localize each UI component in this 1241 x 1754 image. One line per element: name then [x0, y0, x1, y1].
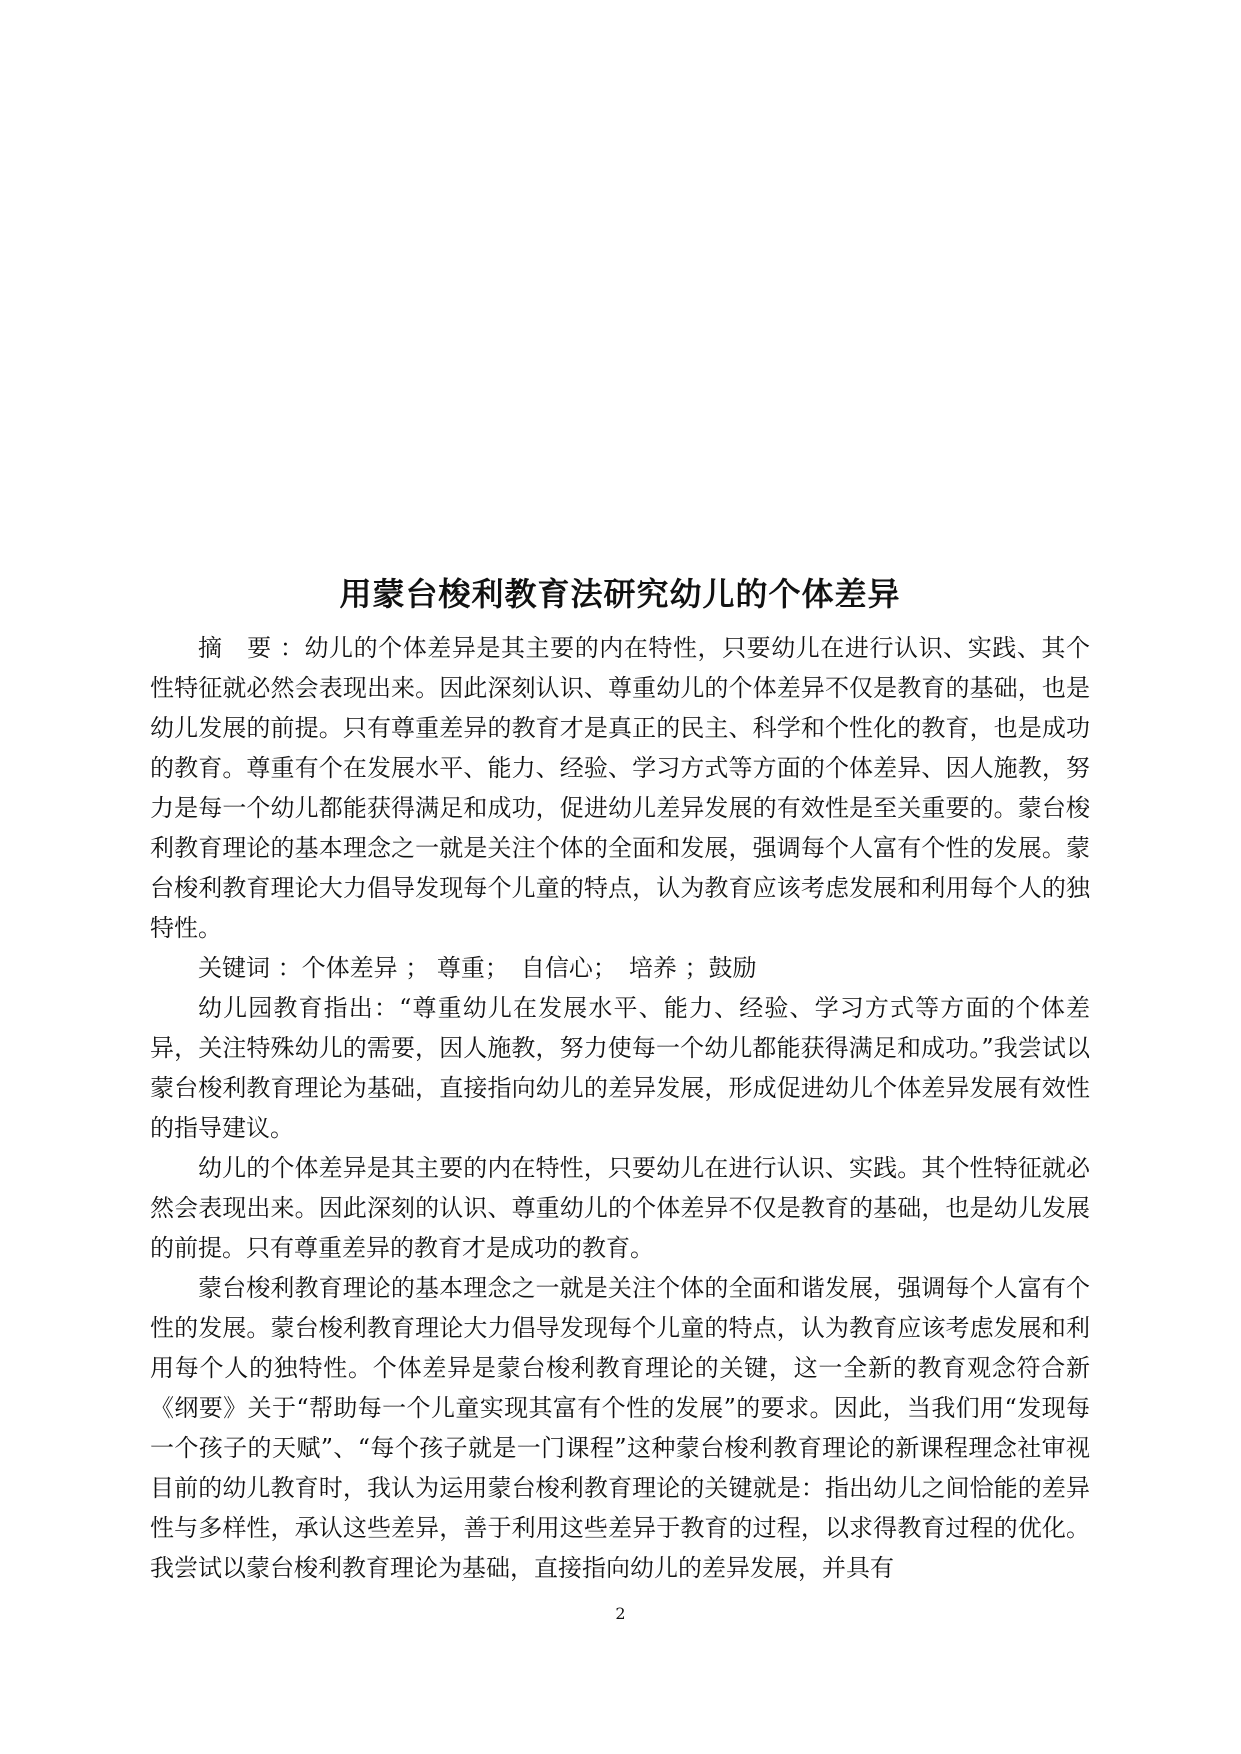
body-paragraph-3: 蒙台梭利教育理论的基本理念之一就是关注个体的全面和谐发展，强调每个人富有个性的发展。蒙台梭利教育理论大力倡导发现每个儿童的特点，认为教育应该考虑发展和利用每个人的独特性。个体差异是蒙台梭利教育理论的关键，这一全新的教育观念符合新《纲要》关于“帮助每一个儿童实现其富有个性的发展”的要求。因此，当我们用“发现每一个孩子的天赋”、“每个孩子就是一门课程”这种蒙台梭利教育理论的新课程理念社审视目前的幼儿教育时，我认为运用蒙台梭利教育理论的关键就是：指出幼儿之间恰能的差异性与多样性，承认这些差异，善于利用这些差异于教育的过程，以求得教育过程的优化。我尝试以蒙台梭利教育理论为基础，直接指向幼儿的差异发展，并具有	[150, 1274, 1090, 1582]
document-body	[150, 628, 1090, 1588]
abstract-paragraph	[150, 628, 1090, 948]
body-paragraph-2: 幼儿的个体差异是其主要的内在特性，只要幼儿在进行认识、实践。其个性特征就必然会表现出来。因此深刻的认识、尊重幼儿的个体差异不仅是教育的基础，也是幼儿发展的前提。只有尊重差异的教育才是成功的教育。	[150, 1154, 1090, 1262]
body-paragraph-1: 幼儿园教育指出：“尊重幼儿在发展水平、能力、经验、学习方式等方面的个体差异，关注特殊幼儿的需要，因人施教，努力使每一个幼儿都能获得满足和成功。”我尝试以蒙台梭利教育理论为基础，直接指向幼儿的差异发展，形成促进幼儿个体差异发展有效性的指导建议。	[150, 994, 1090, 1142]
page-number: 2	[615, 1604, 626, 1623]
document-title: 用蒙台梭利教育法研究幼儿的个体差异	[339, 575, 901, 613]
keywords-text: 个体差异 ； 尊重； 自信心； 培养 ；鼓励	[301, 954, 757, 982]
abstract-text: 幼儿的个体差异是其主要的内在特性，只要幼儿在进行认识、实践、其个性特征就必然会表现出来。因此深刻认识、尊重幼儿的个体差异不仅是教育的基础，也是幼儿发展的前提。只有尊重差异的教育才是真正的民主、科学和个性化的教育，也是成功的教育。尊重有个在发展水平、能力、经验、学习方式等方面的个体差异、因人施教，努力是每一个幼儿都能获得满足和成功，促进幼儿差异发展的有效性是至关重要的。蒙台梭利教育理论的基本理念之一就是关注个体的全面和发展，强调每个人富有个性的发展。蒙台梭利教育理论大力倡导发现每个儿童的特点，认为教育应该考虑发展和利用每个人的独特性。	[150, 634, 1090, 942]
keywords-label: 关键词 ：	[198, 954, 302, 982]
abstract-label: 摘 要 ：	[198, 634, 305, 662]
keywords-line	[150, 948, 1090, 988]
